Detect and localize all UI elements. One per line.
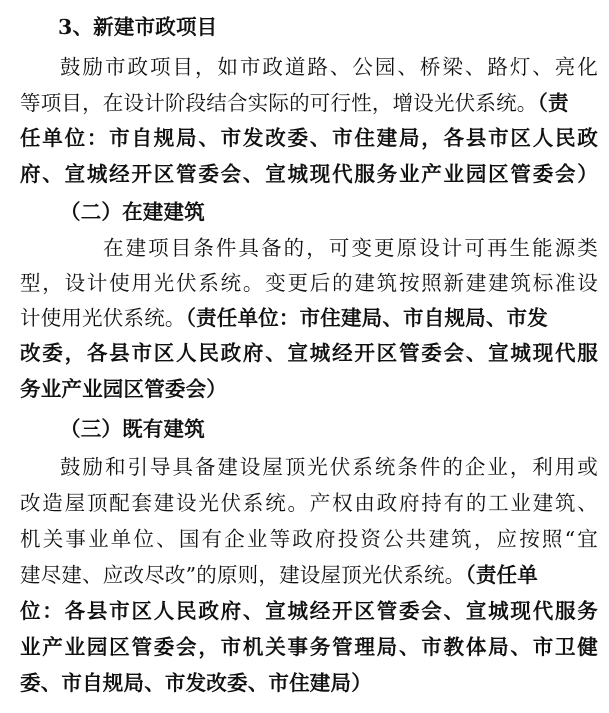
section-3-paragraph-text: 等项目，在设计阶段结合实际的可行性，增设光伏系统。 — [20, 91, 538, 115]
section-3b-paragraph-text: 建尽建、应改尽改”的原则，建设屋顶光伏系统。 — [20, 563, 466, 587]
section-3-responsibility-line: 府、宣城经开区管委会、宣城现代服务业产业园区管委会） — [20, 162, 598, 186]
responsibility-start: （责任单 — [465, 563, 538, 587]
responsibility-start: （责任单位：市住建局、市自规局、市发 — [185, 306, 548, 330]
section-2-paragraph-line — [20, 303, 598, 333]
section-3b-responsibility-line: 位：各县市区人民政府、宣城经开区管委会、宣城现代服务 — [20, 599, 598, 623]
section-3-paragraph-line — [20, 88, 598, 118]
responsibility-start: （责 — [537, 91, 569, 115]
section-2-responsibility-line: 务业产业园区管委会） — [20, 377, 227, 401]
section-3-responsibility-line: 任单位：市自规局、市发改委、市住建局，各县市区人民政 — [20, 126, 598, 150]
section-2-paragraph-line: 在建项目条件具备的，可变更原设计可再生能源类 — [103, 236, 598, 260]
section-3b-responsibility-line: 业产业园区管委会，市机关事务管理局、市教体局、市卫健 — [20, 635, 598, 659]
section-2-heading: （二）在建建筑 — [60, 200, 205, 224]
section-3-heading: 3、新建市政项目 — [58, 15, 218, 39]
section-3-paragraph-line: 鼓励市政项目，如市政道路、公园、桥梁、路灯、亮化 — [60, 55, 598, 79]
section-3b-paragraph-line: 机关事业单位、国有企业等政府投资公共建筑，应按照“宜 — [20, 527, 598, 551]
section-3b-heading: （三）既有建筑 — [60, 417, 205, 441]
section-3b-paragraph-line: 改造屋顶配套建设光伏系统。产权由政府持有的工业建筑、 — [20, 491, 598, 515]
section-2-paragraph-line: 型，设计使用光伏系统。变更后的建筑按照新建建筑标准设 — [20, 271, 598, 295]
section-2-responsibility-line: 改委，各县市区人民政府、宣城经开区管委会、宣城现代服 — [20, 341, 598, 365]
section-2-paragraph-text: 计使用光伏系统。 — [20, 306, 186, 330]
section-3b-paragraph-line — [20, 560, 598, 590]
section-3b-paragraph-line: 鼓励和引导具备建设屋顶光伏系统条件的企业，利用或 — [60, 455, 598, 479]
section-3b-responsibility-line: 委、市自规局、市发改委、市住建局） — [20, 671, 372, 695]
